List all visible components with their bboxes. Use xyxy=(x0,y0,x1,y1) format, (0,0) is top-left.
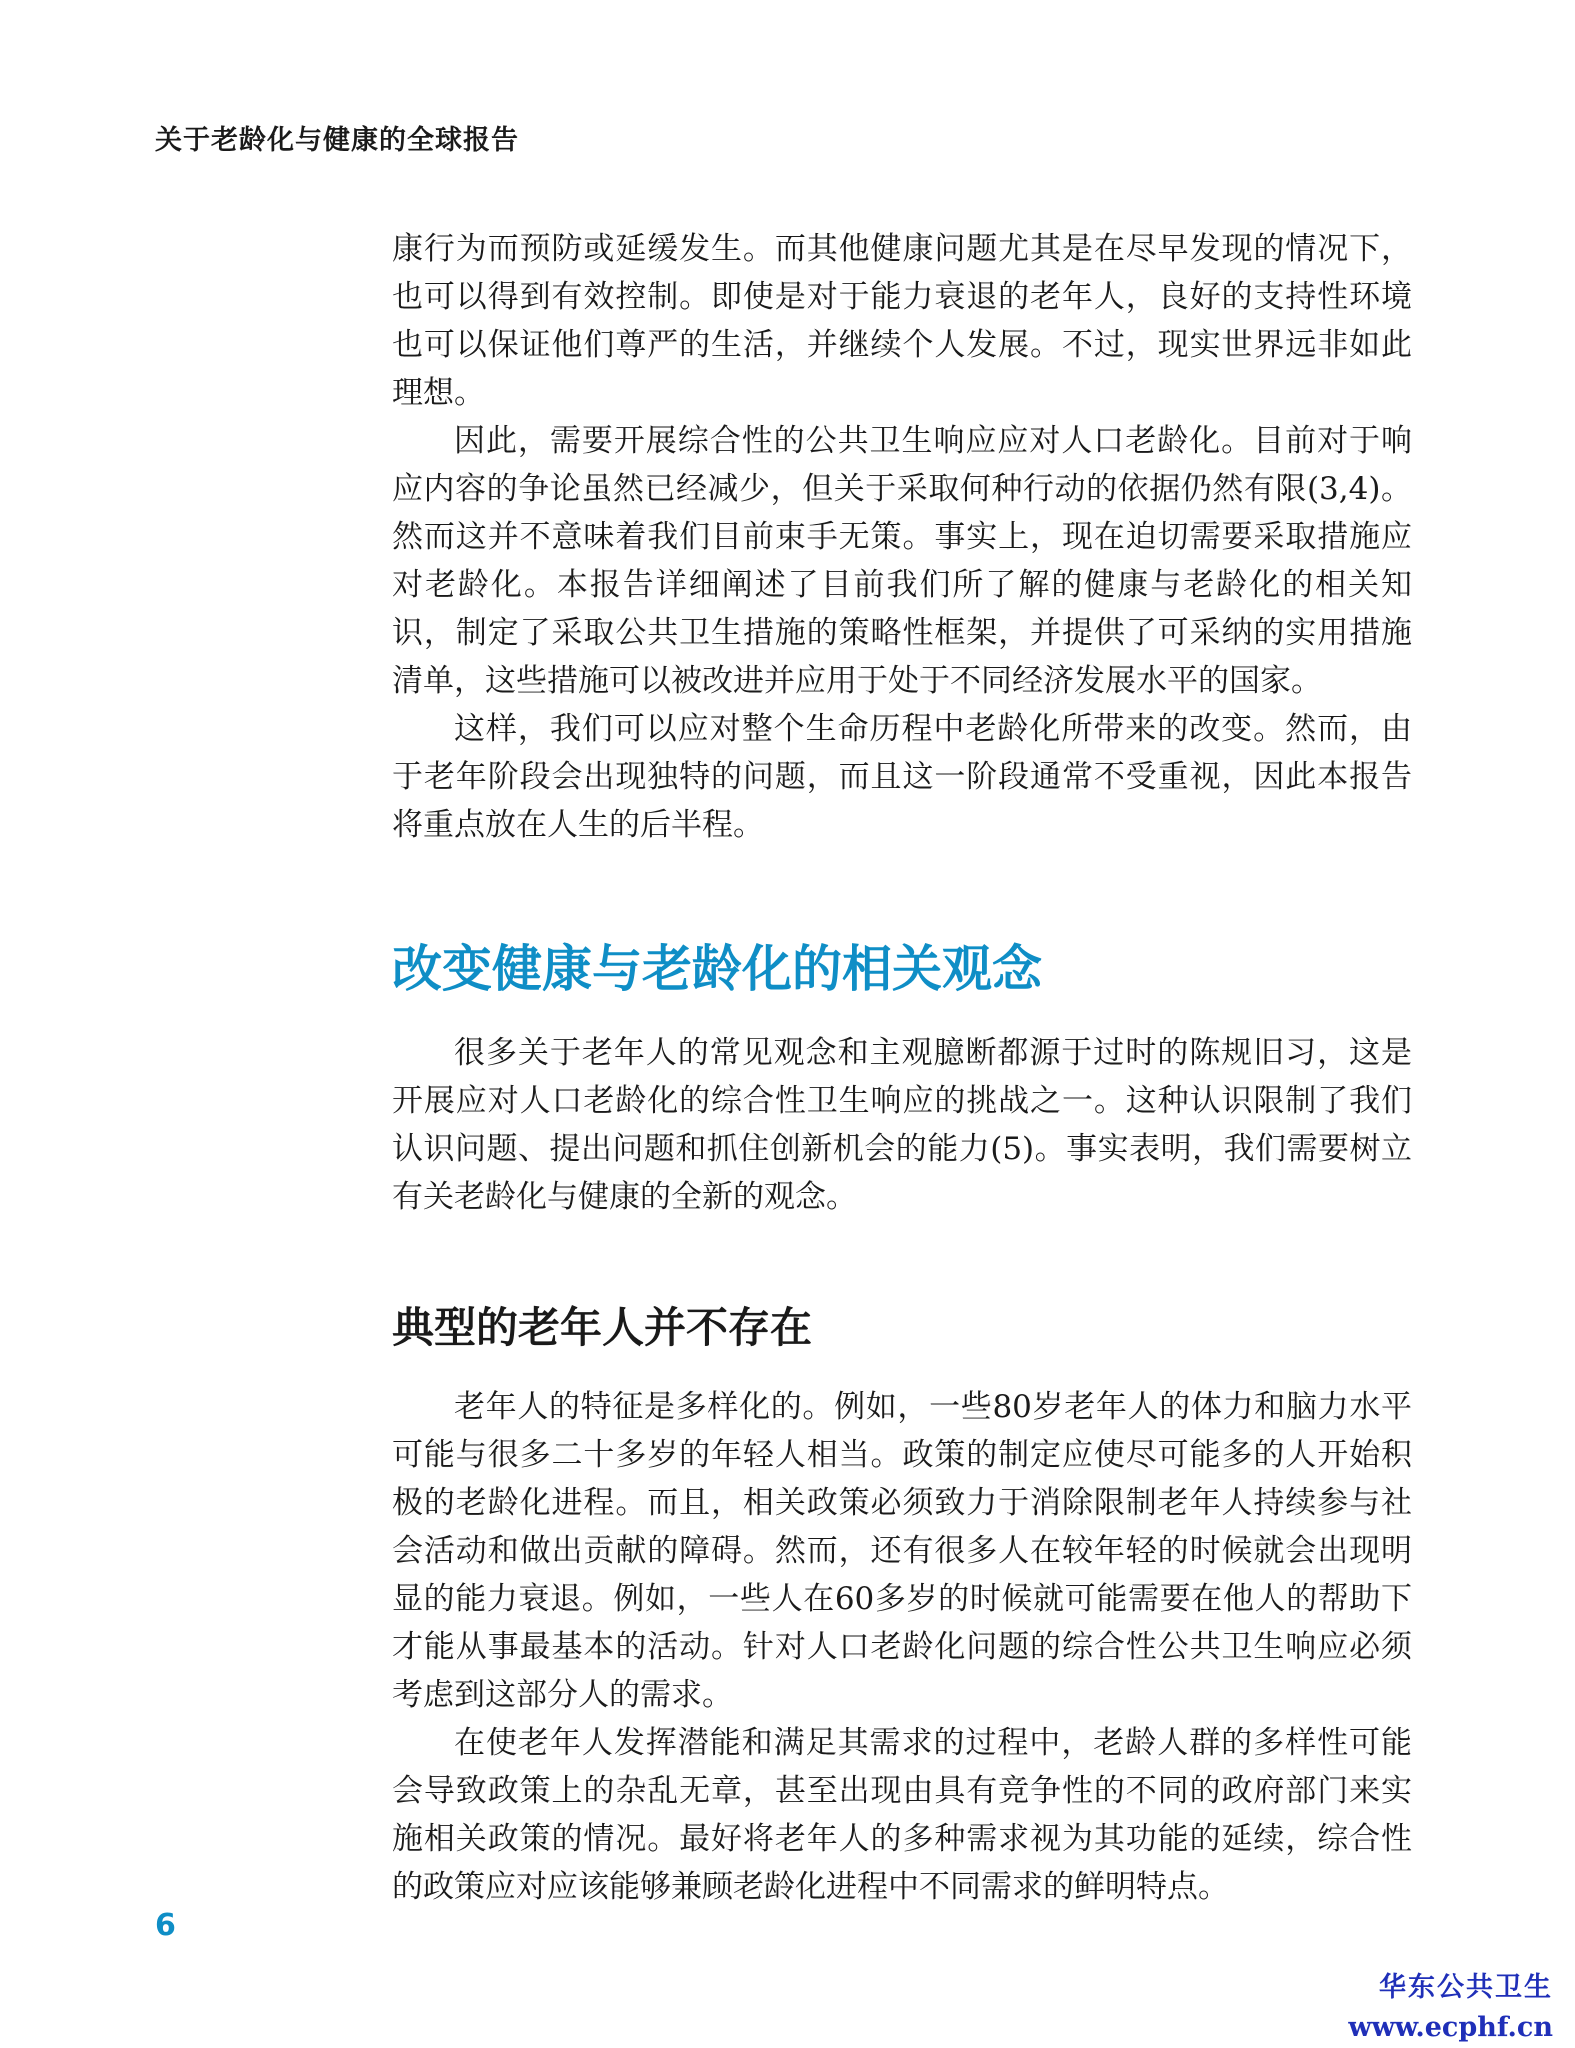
body-paragraph: 在使老年人发挥潜能和满足其需求的过程中，老龄人群的多样性可能会导致政策上的杂乱无章，甚至出现由具有竞争性的不同的政府部门来实施相关政策的情况。最好将老年人的多种需求视为其功能的延续，综合性的政策应对应该能够兼顾老龄化进程中不同需求的鲜明特点。 xyxy=(392,1725,1412,1905)
body-paragraph: 很多关于老年人的常见观念和主观臆断都源于过时的陈规旧习，这是开展应对人口老龄化的综合性卫生响应的挑战之一。这种认识限制了我们认识问题、提出问题和抓住创新机会的能力(5)。事实表明，我们需要树立有关老龄化与健康的全新的观念。 xyxy=(392,1035,1412,1215)
body-paragraph: 因此，需要开展综合性的公共卫生响应应对人口老龄化。目前对于响应内容的争论虽然已经减少，但关于采取何种行动的依据仍然有限(3,4)。然而这并不意味着我们目前束手无策。事实上，现在迫切需要采取措施应对老龄化。本报告详细阐述了目前我们所了解的健康与老龄化的相关知识，制定了采取公共卫生措施的策略性框架，并提供了可采纳的实用措施清单，这些措施可以被改进并应用于处于不同经济发展水平的国家。 xyxy=(392,423,1412,699)
running-header-title: 关于老龄化与健康的全球报告 xyxy=(155,125,519,156)
page-number: 6 xyxy=(155,1908,176,1943)
section-heading: 改变健康与老龄化的相关观念 xyxy=(392,940,1042,998)
watermark-url: www.ecphf.cn xyxy=(1348,2012,1553,2043)
subsection-heading: 典型的老年人并不存在 xyxy=(392,1303,813,1352)
body-paragraph: 这样，我们可以应对整个生命历程中老龄化所带来的改变。然而，由于老年阶段会出现独特的问题，而且这一阶段通常不受重视，因此本报告将重点放在人生的后半程。 xyxy=(392,711,1412,843)
page-content xyxy=(392,225,1412,1911)
watermark-name: 华东公共卫生 xyxy=(1379,1972,1553,2003)
body-paragraph: 老年人的特征是多样化的。例如，一些80岁老年人的体力和脑力水平可能与很多二十多岁的年轻人相当。政策的制定应使尽可能多的人开始积极的老龄化进程。而且，相关政策必须致力于消除限制老年人持续参与社会活动和做出贡献的障碍。然而，还有很多人在较年轻的时候就会出现明显的能力衰退。例如，一些人在60多岁的时候就可能需要在他人的帮助下才能从事最基本的活动。针对人口老龄化问题的综合性公共卫生响应必须考虑到这部分人的需求。 xyxy=(392,1389,1412,1713)
body-paragraph: 康行为而预防或延缓发生。而其他健康问题尤其是在尽早发现的情况下，也可以得到有效控制。即使是对于能力衰退的老年人，良好的支持性环境也可以保证他们尊严的生活，并继续个人发展。不过，现实世界远非如此理想。 xyxy=(392,231,1412,411)
site-watermark xyxy=(1348,1968,1553,2048)
